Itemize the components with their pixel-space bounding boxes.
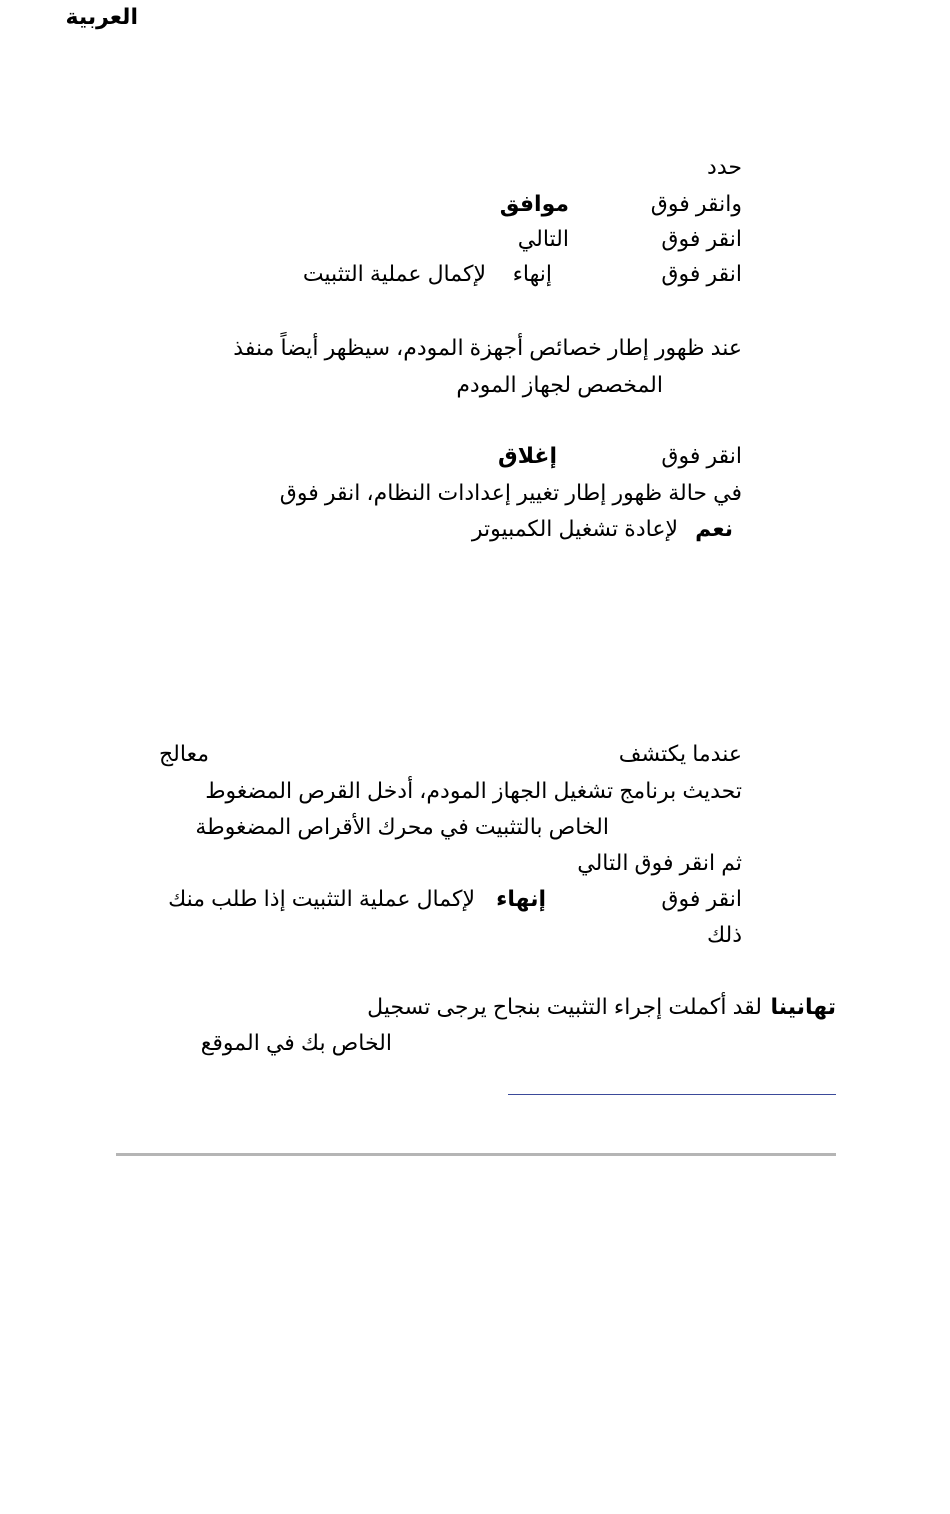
- yes-label: نعم: [695, 516, 733, 541]
- finish-label-2: إنهاء: [496, 886, 546, 911]
- wizard-label: معالج: [158, 741, 209, 766]
- update-driver-line: تحديث برنامج تشغيل الجهاز المودم، أدخل القرص المضغوط: [205, 778, 742, 803]
- system-settings-line: في حالة ظهور إطار تغيير إعدادات النظام، انقر فوق: [279, 480, 742, 505]
- finish-description: لإكمال عملية التثبيت: [302, 261, 486, 286]
- install-cd-line: الخاص بالتثبيت في محرك الأقراص المضغوطة: [195, 814, 609, 839]
- finish-label: إنهاء: [512, 261, 552, 286]
- congrats-line-1: لقد أكملت إجراء التثبيت بنجاح يرجى تسجيل: [367, 994, 762, 1019]
- modem-properties-line-1: عند ظهور إطار خصائص أجهزة المودم، سيظهر أيضاً منفذ: [233, 335, 742, 360]
- language-label: العربية: [65, 4, 138, 29]
- that-text: ذلك: [706, 922, 742, 947]
- step-select-text: حدد: [707, 154, 742, 179]
- congrats-title: تهانينا: [770, 994, 836, 1019]
- then-click-next-line: ثم انقر فوق التالي: [577, 850, 742, 875]
- restart-description: لإعادة تشغيل الكمبيوتر: [471, 516, 678, 541]
- bottom-divider: [116, 1153, 836, 1156]
- step-click-and-text: وانقر فوق: [650, 191, 742, 216]
- step-click-close-text: انقر فوق: [661, 443, 742, 468]
- step-click-finish-text: انقر فوق: [661, 261, 742, 286]
- ok-label: موافق: [499, 191, 569, 216]
- step-click-finish-2-text: انقر فوق: [661, 886, 742, 911]
- website-link-underline[interactable]: [508, 1094, 836, 1095]
- congrats-line-2: الخاص بك في الموقع: [200, 1030, 392, 1055]
- step-click-next-text: انقر فوق: [661, 226, 742, 251]
- finish-description-2: لإكمال عملية التثبيت إذا طلب منك: [168, 886, 475, 911]
- modem-properties-line-2: المخصص لجهاز المودم: [456, 372, 663, 397]
- when-detects-text: عندما يكتشف: [618, 741, 742, 766]
- next-label: التالي: [517, 226, 569, 251]
- close-label: إغلاق: [498, 443, 557, 468]
